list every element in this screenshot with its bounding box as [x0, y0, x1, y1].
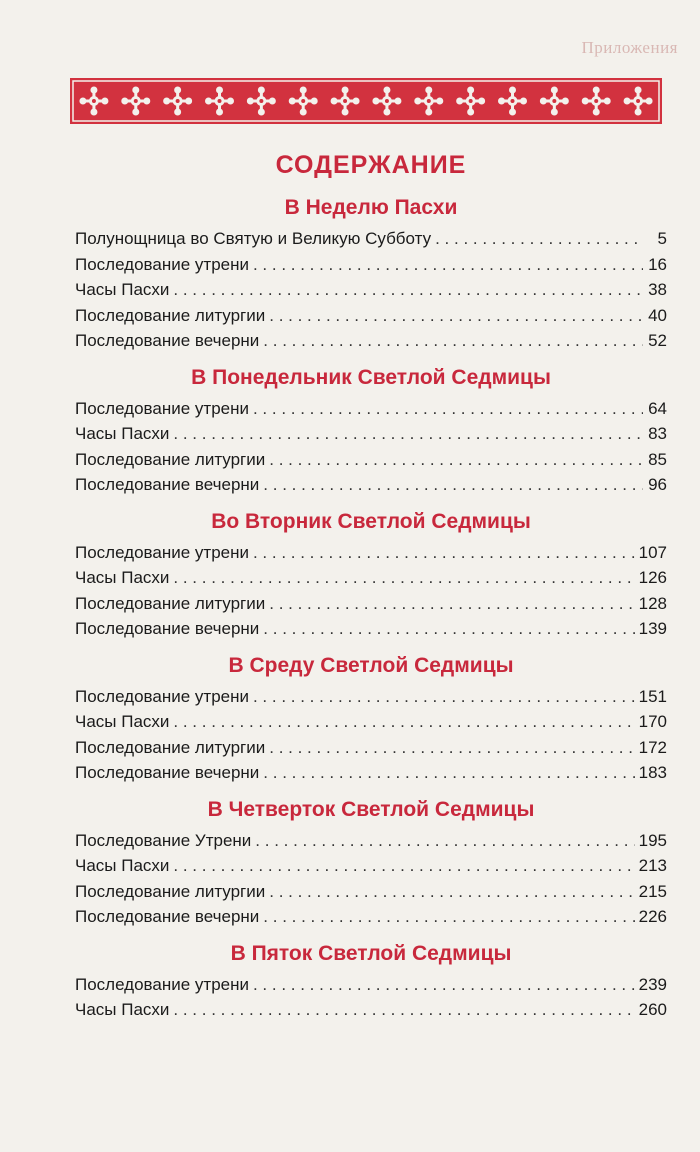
toc-title: СОДЕРЖАНИЕ: [275, 151, 467, 179]
dot-leader: [253, 540, 635, 566]
dot-leader: [253, 684, 635, 710]
entry-title: Последование утрени: [75, 686, 249, 706]
section-heading: В Среду Светлой Седмицы: [228, 653, 514, 677]
entry-page-number: 215: [638, 881, 667, 901]
running-head: Приложения: [581, 38, 678, 57]
toc-entry[interactable]: [75, 252, 667, 278]
entry-title: Последование утрени: [75, 398, 249, 418]
entry-page-number: 226: [638, 907, 667, 926]
entry-title: Последование Утрени: [75, 830, 252, 850]
entry-title: Последование вечерни: [75, 331, 260, 350]
toc-section: [75, 648, 667, 786]
table-of-contents: [75, 148, 667, 1023]
dot-leader: [269, 303, 643, 329]
dot-leader: [253, 972, 635, 998]
toc-entry[interactable]: [75, 879, 667, 905]
entry-title: Часы Пасхи: [75, 568, 170, 587]
entry-page-number: 38: [648, 280, 667, 299]
toc-entry[interactable]: [75, 421, 667, 447]
entry-page-number: 239: [638, 974, 667, 994]
entry-title: Последование литургии: [75, 449, 266, 469]
entry-title: Последование литургии: [75, 737, 266, 757]
entry-title: Последование литургии: [75, 593, 266, 613]
toc-entry[interactable]: [75, 760, 667, 786]
dot-leader: [173, 853, 634, 879]
entry-page-number: 83: [648, 424, 667, 443]
toc-entry[interactable]: [75, 396, 667, 422]
entry-page-number: 5: [657, 229, 667, 248]
dot-leader: [173, 421, 643, 447]
section-heading: В Четверток Светлой Седмицы: [207, 797, 535, 821]
dot-leader: [173, 277, 643, 303]
dot-leader: [263, 472, 643, 498]
toc-section: [75, 792, 667, 930]
dot-leader: [173, 565, 634, 591]
dot-leader: [269, 879, 634, 905]
entry-title: Часы Пасхи: [75, 280, 170, 299]
toc-section: [75, 936, 667, 1023]
entry-title: Последование вечерни: [75, 763, 260, 782]
toc-entry[interactable]: [75, 328, 667, 354]
entry-title: Полунощница во Святую и Великую Субботу: [75, 229, 432, 248]
toc-entry[interactable]: [75, 684, 667, 710]
dot-leader: [263, 616, 634, 642]
dot-leader: [269, 591, 634, 617]
entry-page-number: 64: [648, 398, 667, 418]
dot-leader: [253, 252, 643, 278]
section-heading: В Пяток Светлой Седмицы: [230, 941, 512, 965]
toc-entry[interactable]: [75, 853, 667, 879]
toc-section: [75, 190, 667, 354]
toc-entry[interactable]: [75, 997, 667, 1023]
entry-page-number: 107: [638, 542, 667, 562]
entry-title: Последование литургии: [75, 305, 266, 325]
entry-title: Последование вечерни: [75, 907, 260, 926]
entry-page-number: 126: [638, 568, 667, 587]
entry-page-number: 172: [638, 737, 667, 757]
toc-entry[interactable]: [75, 904, 667, 930]
toc-entry[interactable]: [75, 828, 667, 854]
toc-entry[interactable]: [75, 565, 667, 591]
entry-page-number: 16: [648, 254, 667, 274]
section-heading: Во Вторник Светлой Седмицы: [211, 509, 531, 533]
toc-entry[interactable]: [75, 616, 667, 642]
entry-title: Часы Пасхи: [75, 1000, 170, 1019]
dot-leader: [263, 904, 634, 930]
toc-entry[interactable]: [75, 709, 667, 735]
entry-title: Последование вечерни: [75, 619, 260, 638]
toc-entry[interactable]: [75, 735, 667, 761]
toc-entry[interactable]: [75, 277, 667, 303]
toc-section: [75, 504, 667, 642]
toc-entry[interactable]: [75, 447, 667, 473]
entry-page-number: 183: [638, 763, 667, 782]
entry-title: Последование утрени: [75, 542, 249, 562]
toc-entry[interactable]: [75, 540, 667, 566]
entry-page-number: 151: [638, 686, 667, 706]
entry-page-number: 213: [638, 856, 667, 875]
entry-page-number: 96: [648, 475, 667, 494]
dot-leader: [253, 396, 643, 422]
toc-sections: [75, 190, 667, 1023]
entry-page-number: 85: [648, 449, 667, 469]
entry-title: Последование утрени: [75, 254, 249, 274]
entry-title: Часы Пасхи: [75, 856, 170, 875]
entry-title: Последование утрени: [75, 974, 249, 994]
entry-page-number: 195: [638, 830, 667, 850]
ornament-band: [70, 78, 662, 124]
dot-leader: [263, 760, 634, 786]
section-heading: В Понедельник Светлой Седмицы: [191, 365, 551, 389]
entry-title: Последование литургии: [75, 881, 266, 901]
entry-page-number: 40: [648, 305, 667, 325]
entry-title: Часы Пасхи: [75, 712, 170, 731]
toc-entry[interactable]: [75, 591, 667, 617]
entry-page-number: 170: [638, 712, 667, 731]
dot-leader: [173, 709, 634, 735]
dot-leader: [435, 226, 643, 252]
toc-entry[interactable]: [75, 472, 667, 498]
entry-page-number: 260: [638, 1000, 667, 1019]
section-heading: В Неделю Пасхи: [284, 196, 458, 219]
dot-leader: [173, 997, 634, 1023]
dot-leader: [255, 828, 634, 854]
toc-entry[interactable]: [75, 972, 667, 998]
entry-title: Последование вечерни: [75, 475, 260, 494]
entry-page-number: 139: [638, 619, 667, 638]
toc-entry[interactable]: [75, 226, 667, 252]
toc-section: [75, 360, 667, 498]
entry-page-number: 52: [648, 331, 667, 350]
entry-title: Часы Пасхи: [75, 424, 170, 443]
dot-leader: [263, 328, 643, 354]
dot-leader: [269, 735, 634, 761]
entry-page-number: 128: [638, 593, 667, 613]
dot-leader: [269, 447, 643, 473]
toc-entry[interactable]: [75, 303, 667, 329]
